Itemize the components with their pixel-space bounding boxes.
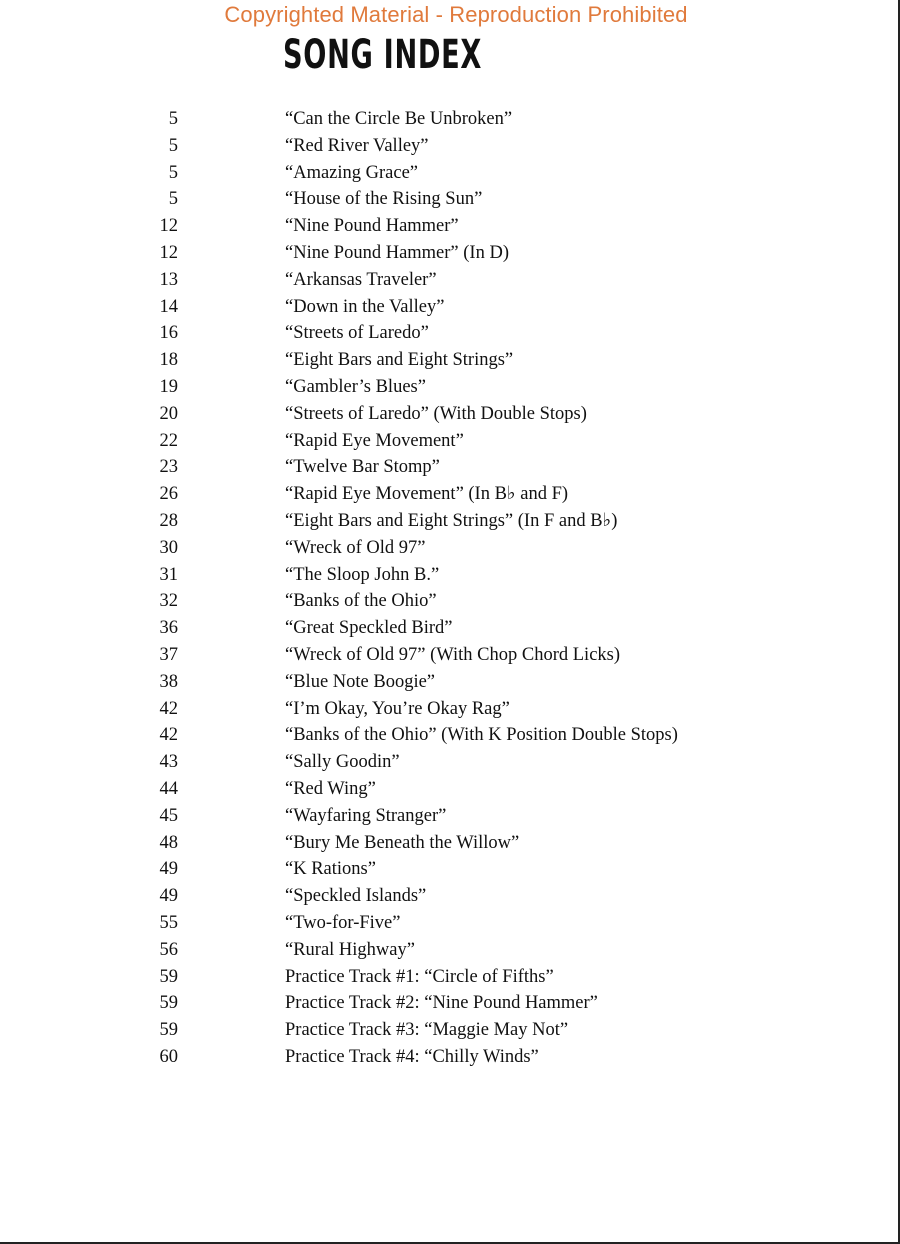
entry-song-title: “Down in the Valley” <box>285 296 445 317</box>
entry-song-title: “Wreck of Old 97” <box>285 537 426 558</box>
entry-page-number: 59 <box>159 1020 178 1041</box>
entry-page-number: 56 <box>159 939 178 960</box>
entry-page-number: 49 <box>159 859 178 880</box>
index-entry <box>0 830 898 857</box>
index-entry <box>0 642 898 669</box>
index-entry <box>0 401 898 428</box>
index-entry <box>0 562 898 589</box>
entry-page-number: 59 <box>159 966 178 987</box>
entry-song-title: “Twelve Bar Stomp” <box>285 457 440 478</box>
index-entry <box>0 428 898 455</box>
entry-page-number: 31 <box>159 564 178 585</box>
entry-page-number: 32 <box>159 591 178 612</box>
entry-song-title: Practice Track #3: “Maggie May Not” <box>285 1020 569 1041</box>
index-entry <box>0 910 898 937</box>
entry-song-title: “Streets of Laredo” <box>285 323 429 344</box>
index-entry <box>0 508 898 535</box>
index-entry <box>0 990 898 1017</box>
index-entry <box>0 669 898 696</box>
index-entry <box>0 535 898 562</box>
entry-song-title: Practice Track #2: “Nine Pound Hammer” <box>285 993 598 1014</box>
entry-page-number: 12 <box>159 216 178 237</box>
index-entry <box>0 160 898 187</box>
index-entry <box>0 267 898 294</box>
entry-song-title: “Two-for-Five” <box>285 912 401 933</box>
entry-page-number: 45 <box>159 805 178 826</box>
index-entry <box>0 588 898 615</box>
entry-song-title: “Speckled Islands” <box>285 886 427 907</box>
entry-page-number: 48 <box>159 832 178 853</box>
entry-song-title: “Eight Bars and Eight Strings” (In F and B♭) <box>285 510 618 531</box>
entry-song-title: “The Sloop John B.” <box>285 564 440 585</box>
entry-song-title: “Sally Goodin” <box>285 752 400 773</box>
index-entry <box>0 133 898 160</box>
index-entry <box>0 1017 898 1044</box>
entry-page-number: 49 <box>159 886 178 907</box>
index-entry <box>0 481 898 508</box>
index-entry <box>0 722 898 749</box>
entry-page-number: 42 <box>159 725 178 746</box>
entry-page-number: 19 <box>159 376 178 397</box>
index-entry <box>0 883 898 910</box>
index-entry <box>0 749 898 776</box>
entry-page-number: 12 <box>159 242 178 263</box>
entry-song-title: “Blue Note Boogie” <box>285 671 436 692</box>
page-title: SONG INDEX <box>283 32 483 78</box>
entry-page-number: 5 <box>168 162 178 183</box>
copyright-watermark: Copyrighted Material - Reproduction Prohibited <box>224 2 688 27</box>
entry-song-title: “Red River Valley” <box>285 135 429 156</box>
entry-song-title: “Banks of the Ohio” <box>285 591 437 612</box>
entry-song-title: Practice Track #1: “Circle of Fifths” <box>285 966 554 987</box>
index-entry <box>0 454 898 481</box>
entry-song-title: “Amazing Grace” <box>285 162 419 183</box>
index-entry <box>0 937 898 964</box>
entry-page-number: 44 <box>159 778 178 799</box>
index-entry <box>0 1044 898 1071</box>
entry-song-title: “Eight Bars and Eight Strings” <box>285 350 514 371</box>
entry-page-number: 36 <box>159 618 178 639</box>
entry-song-title: “Nine Pound Hammer” <box>285 216 459 237</box>
index-entry <box>0 294 898 321</box>
entry-page-number: 38 <box>159 671 178 692</box>
entry-song-title: “Rapid Eye Movement” (In B♭ and F) <box>285 484 569 505</box>
entry-song-title: “Can the Circle Be Unbroken” <box>285 109 513 129</box>
entry-page-number: 26 <box>159 484 178 505</box>
entry-page-number: 28 <box>159 510 178 531</box>
entry-page-number: 59 <box>159 993 178 1014</box>
index-entry <box>0 803 898 830</box>
entry-song-title: “Nine Pound Hammer” (In D) <box>285 242 509 263</box>
entry-song-title: “Streets of Laredo” (With Double Stops) <box>285 403 587 424</box>
entry-page-number: 16 <box>159 323 178 344</box>
entry-page-number: 37 <box>159 644 178 665</box>
index-entry <box>0 106 898 133</box>
entry-song-title: “Wreck of Old 97” (With Chop Chord Licks) <box>285 644 621 665</box>
entry-page-number: 13 <box>159 269 178 290</box>
index-entry <box>0 696 898 723</box>
entry-song-title: “Wayfaring Stranger” <box>285 805 447 826</box>
entry-song-title: “Rural Highway” <box>285 939 415 960</box>
entry-page-number: 30 <box>159 537 178 558</box>
entry-page-number: 18 <box>159 350 178 371</box>
entry-song-title: “Rapid Eye Movement” <box>285 430 464 451</box>
index-entry <box>0 347 898 374</box>
entry-song-title: “House of the Rising Sun” <box>285 189 483 210</box>
song-index-list <box>0 106 898 1071</box>
entry-page-number: 5 <box>168 109 178 129</box>
entry-song-title: “Arkansas Traveler” <box>285 269 437 290</box>
entry-song-title: “Red Wing” <box>285 778 376 799</box>
index-entry <box>0 776 898 803</box>
index-entry <box>0 615 898 642</box>
entry-song-title: “Great Speckled Bird” <box>285 618 453 639</box>
entry-page-number: 43 <box>159 752 178 773</box>
entry-song-title: Practice Track #4: “Chilly Winds” <box>285 1046 539 1067</box>
entry-song-title: “K Rations” <box>285 859 376 880</box>
entry-page-number: 5 <box>168 189 178 210</box>
entry-page-number: 60 <box>159 1046 178 1067</box>
index-entry <box>0 320 898 347</box>
entry-page-number: 23 <box>159 457 178 478</box>
entry-page-number: 55 <box>159 912 178 933</box>
entry-song-title: “I’m Okay, You’re Okay Rag” <box>285 698 510 719</box>
index-entry <box>0 240 898 267</box>
entry-page-number: 22 <box>159 430 178 451</box>
entry-song-title: “Bury Me Beneath the Willow” <box>285 832 520 853</box>
entry-page-number: 5 <box>168 135 178 156</box>
index-entry <box>0 186 898 213</box>
index-entry <box>0 856 898 883</box>
entry-song-title: “Gambler’s Blues” <box>285 376 426 397</box>
entry-page-number: 42 <box>159 698 178 719</box>
index-entry <box>0 213 898 240</box>
entry-page-number: 20 <box>159 403 178 424</box>
entry-page-number: 14 <box>159 296 178 317</box>
index-entry <box>0 964 898 991</box>
entry-song-title: “Banks of the Ohio” (With K Position Double Stops) <box>285 725 678 746</box>
index-entry <box>0 374 898 401</box>
